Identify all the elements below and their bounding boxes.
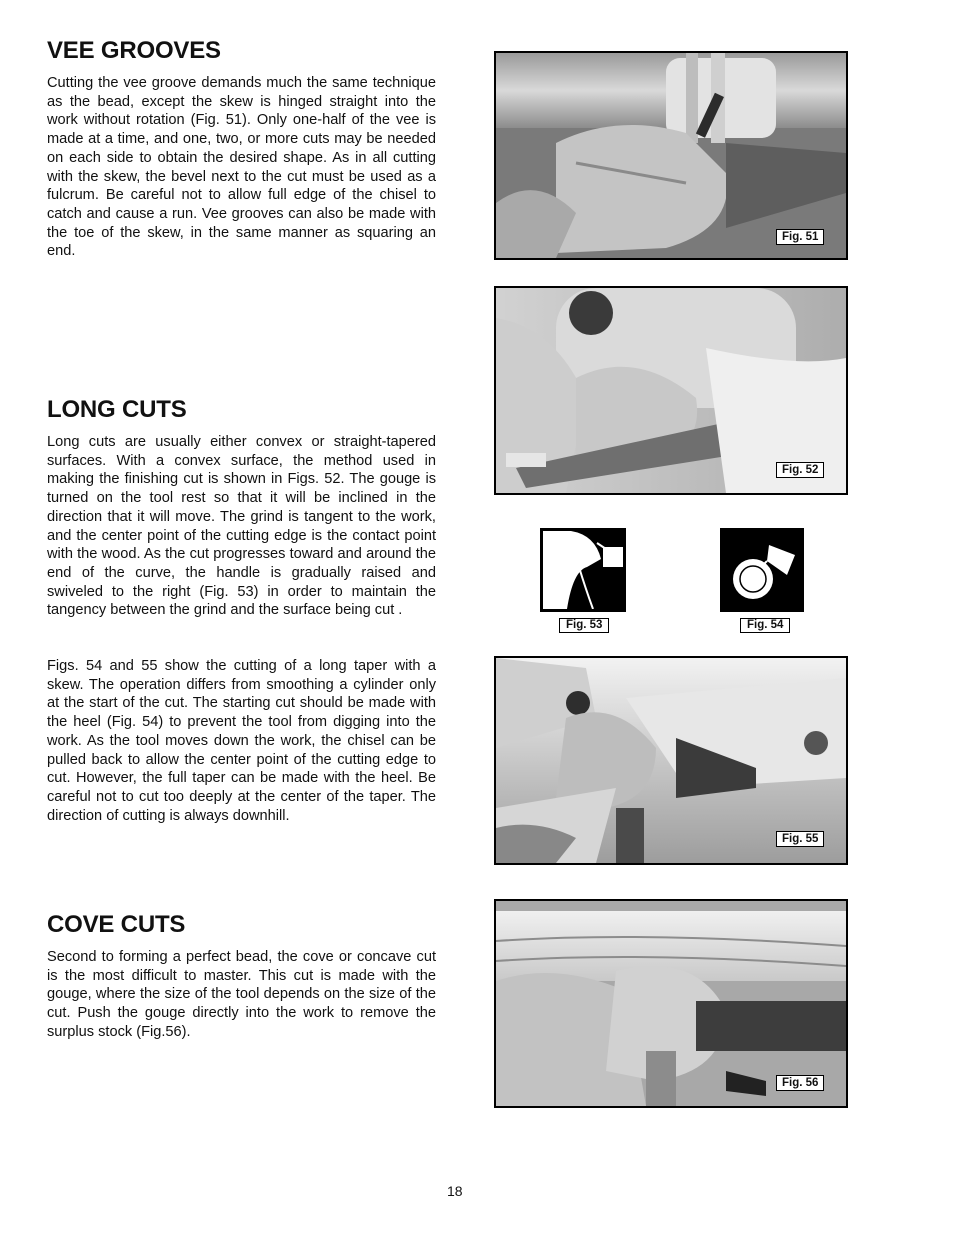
section-heading-long-cuts: LONG CUTS [47, 396, 187, 423]
fig-53-diagram [540, 528, 626, 612]
long-cuts-paragraph-2: Figs. 54 and 55 show the cutting of a long taper with a skew. The operation differs from smoothing a cylinder only at the start of the cut. The starting cut should be made with the heel (Fig. 54) to prevent the tool from digging into the work. As the tool moves down the work, the chisel can be pulled back to allow the center point of the cutting edge to cut. However, the full taper can be made with the heel. Be careful not to cut too deeply at the center of the taper. The direction of cutting is always downhill. [47, 658, 436, 824]
fig-56-label: Fig. 56 [776, 1075, 824, 1091]
fig-52-label: Fig. 52 [776, 462, 824, 478]
fig-51-label: Fig. 51 [776, 229, 824, 245]
cove-cuts-paragraph: Second to forming a perfect bead, the cove or concave cut is the most difficult to master. This cut is made with the gouge, where the size of the tool depends on the size of the cut. Push the gouge directly into the work to remove the surplus stock (Fig.56). [47, 949, 436, 1040]
page-number: 18 [447, 1183, 463, 1199]
fig-55-label: Fig. 55 [776, 831, 824, 847]
fig-53-label: Fig. 53 [559, 618, 609, 633]
fig-54-label: Fig. 54 [740, 618, 790, 633]
long-cuts-paragraph-1: Long cuts are usually either convex or straight-tapered surfaces. With a convex surface, the method used in making the finishing cut is shown in Figs. 52. The gouge is turned on the tool rest so that it will be inclined in the direction that it will move. The grind is tangent to the work, and the center point of the cutting edge is the contact point with the wood. As the cut progresses toward and around the end of the curve, the handle is gradually raised and swiveled to the right (Fig. 53) in order to maintain the tangency between the grind and the surface being cut . [47, 434, 436, 619]
section-heading-cove-cuts: COVE CUTS [47, 911, 186, 938]
fig-54-diagram [720, 528, 804, 612]
vee-grooves-paragraph: Cutting the vee groove demands much the same technique as the bead, except the skew is hinged straight into the work without rotation (Fig. 51). Only one-half of the vee is made at a time, and one, two, or more cuts may be needed on each side to obtain the desired shape. As in all cutting with the skew, the bevel next to the cut must be used as a fulcrum. Be careful not to allow full edge of the chisel to catch and cause a run. Vee grooves can also be made with the toe of the skew, in the same manner as squaring an end. [47, 75, 436, 260]
section-heading-vee-grooves: VEE GROOVES [47, 37, 221, 64]
